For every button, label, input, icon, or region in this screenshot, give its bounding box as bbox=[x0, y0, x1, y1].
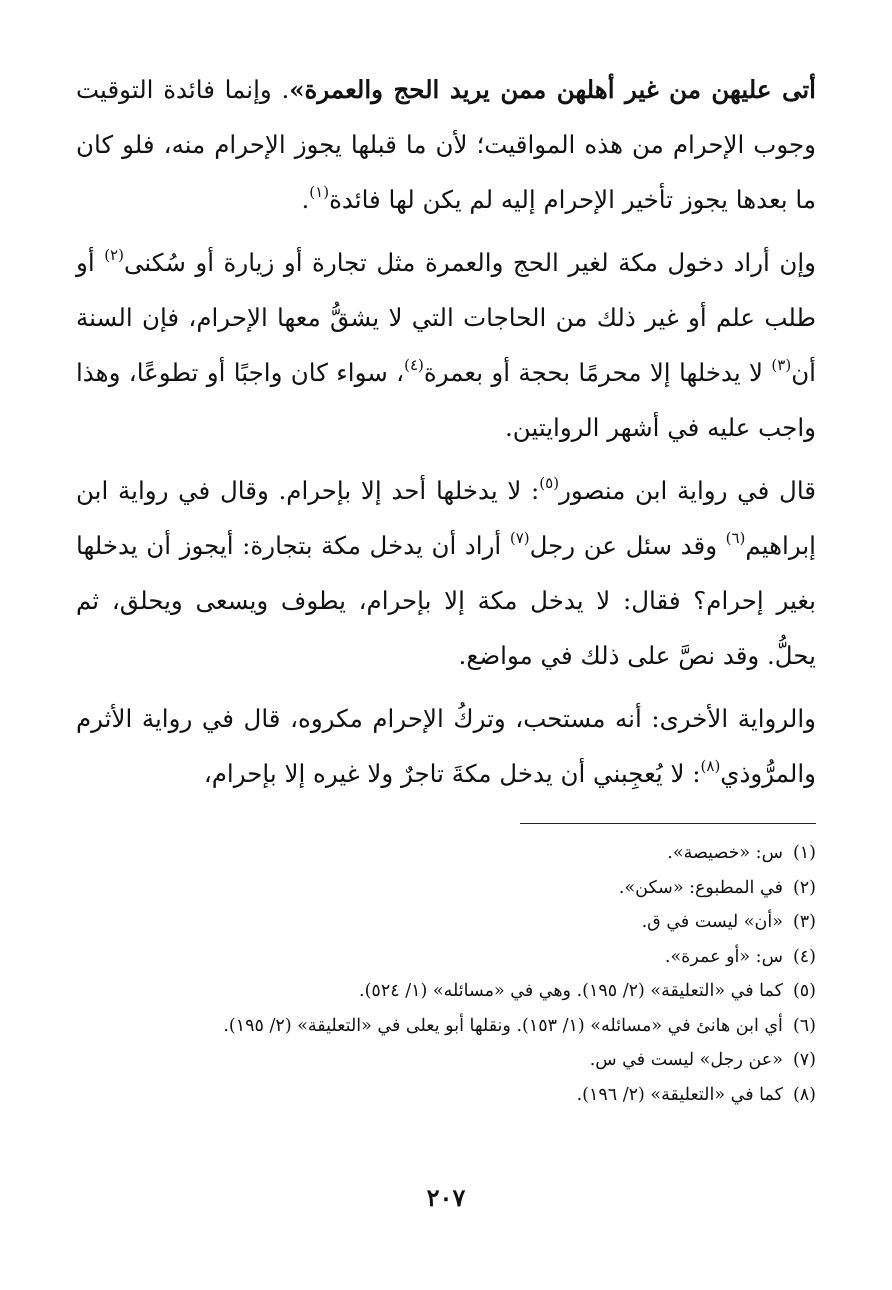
footnote-number: (٢) bbox=[792, 877, 816, 898]
footnote-text: س: «خصيصة». bbox=[667, 843, 783, 863]
main-text bbox=[76, 62, 816, 809]
text-segment: قال في رواية ابن منصور bbox=[559, 476, 816, 505]
footnote-text: كما في «التعليقة» (٢/ ١٩٥). وهي في «مسائله» (١/ ٥٢٤). bbox=[359, 981, 783, 1001]
paragraph bbox=[76, 463, 816, 683]
text-segment: أو طلب علم أو غير ذلك من الحاجات التي لا يشقُّ معها الإحرام، فإن السنة أن bbox=[76, 248, 816, 387]
paragraph bbox=[76, 62, 816, 227]
page-number: ٢٠٧ bbox=[426, 1183, 466, 1212]
footnote-number: (١) bbox=[792, 843, 816, 863]
paragraph bbox=[76, 691, 816, 801]
text-segment: أراد أن يدخل مكة بتجارة: أيجوز أن يدخلها بغير إحرام؟ فقال: لا يدخل مكة إلا بإحرام، يطوف ويسعى ويحلق، ثم يحلُّ. وقد نصَّ على ذلك في مواضع. bbox=[76, 531, 816, 670]
footnote-text: في المطبوع: «سكن». bbox=[618, 877, 783, 898]
footnote-number: (٣) bbox=[792, 912, 816, 932]
text-segment: . bbox=[301, 185, 310, 214]
footnote-text: «عن رجل» ليست في س. bbox=[589, 1050, 783, 1070]
text-segment: : لا يُعجِبني أن يدخل مكةَ تاجرٌ ولا غيره إلا بإحرام، bbox=[203, 759, 701, 788]
footnote-number: (٧) bbox=[792, 1050, 816, 1070]
footnote bbox=[76, 905, 816, 940]
footnote-text: كما في «التعليقة» (٢/ ١٩٦). bbox=[576, 1084, 783, 1105]
footnote-text: س: «أو عمرة». bbox=[664, 946, 783, 967]
footnote-number: (٥) bbox=[792, 981, 816, 1001]
footnote-marker: (٥) bbox=[539, 473, 560, 492]
text-segment: . وإنما فائدة التوقيت وجوب الإحرام من هذه المواقيت؛ لأن ما قبلها يجوز الإحرام منه، فلو كان ما بعدها يجوز تأخير الإحرام إليه لم يكن لها فائدة bbox=[76, 75, 816, 214]
footnote-marker: (٦) bbox=[725, 528, 746, 547]
text-segment: : لا يدخلها أحد إلا بإحرام. وقال في رواية ابن إبراهيم bbox=[76, 476, 816, 560]
footnote bbox=[76, 1009, 816, 1044]
footnote-text: «أن» ليست في ق. bbox=[641, 912, 783, 932]
footnote bbox=[76, 1078, 816, 1113]
text-segment: أتى عليهن من غير أهلهن ممن يريد الحج والعمرة» bbox=[289, 75, 816, 104]
footnote-number: (٨) bbox=[792, 1084, 816, 1105]
text-segment: وإن أراد دخول مكة لغير الحج والعمرة مثل تجارة أو زيارة أو سُكنى bbox=[123, 248, 817, 277]
footnote-marker: (٣) bbox=[771, 355, 792, 374]
footnote-marker: (٤) bbox=[404, 355, 424, 374]
text-segment: والرواية الأخرى: أنه مستحب، وتركُ الإحرام مكروه، قال في رواية الأثرم والمرُّوذي bbox=[76, 704, 816, 788]
footnote bbox=[76, 1043, 816, 1078]
text-segment: لا يدخلها إلا محرمًا بحجة أو بعمرة bbox=[423, 358, 772, 387]
footnote-text: أي ابن هانئ في «مسائله» (١/ ١٥٣). ونقلها أبو يعلى في «التعليقة» (٢/ ١٩٥). bbox=[223, 1015, 783, 1036]
footnote-marker: (٧) bbox=[509, 528, 530, 547]
footnote bbox=[76, 974, 816, 1009]
text-segment: وقد سئل عن رجل bbox=[529, 531, 726, 560]
footnotes-list bbox=[76, 836, 816, 1112]
footnote-number: (٦) bbox=[792, 1015, 816, 1036]
text-segment: ، سواء كان واجبًا أو تطوعًا، وهذا واجب عليه في أشهر الروايتين. bbox=[76, 358, 816, 442]
footnote-number: (٤) bbox=[792, 946, 816, 967]
footnote bbox=[76, 836, 816, 871]
footnote-separator bbox=[520, 823, 816, 824]
footnote bbox=[76, 940, 816, 975]
footnote bbox=[76, 871, 816, 906]
footnote-marker: (٨) bbox=[700, 756, 721, 775]
footnote-marker: (٢) bbox=[104, 245, 124, 264]
footnote-marker: (١) bbox=[309, 182, 330, 201]
paragraph bbox=[76, 235, 816, 455]
